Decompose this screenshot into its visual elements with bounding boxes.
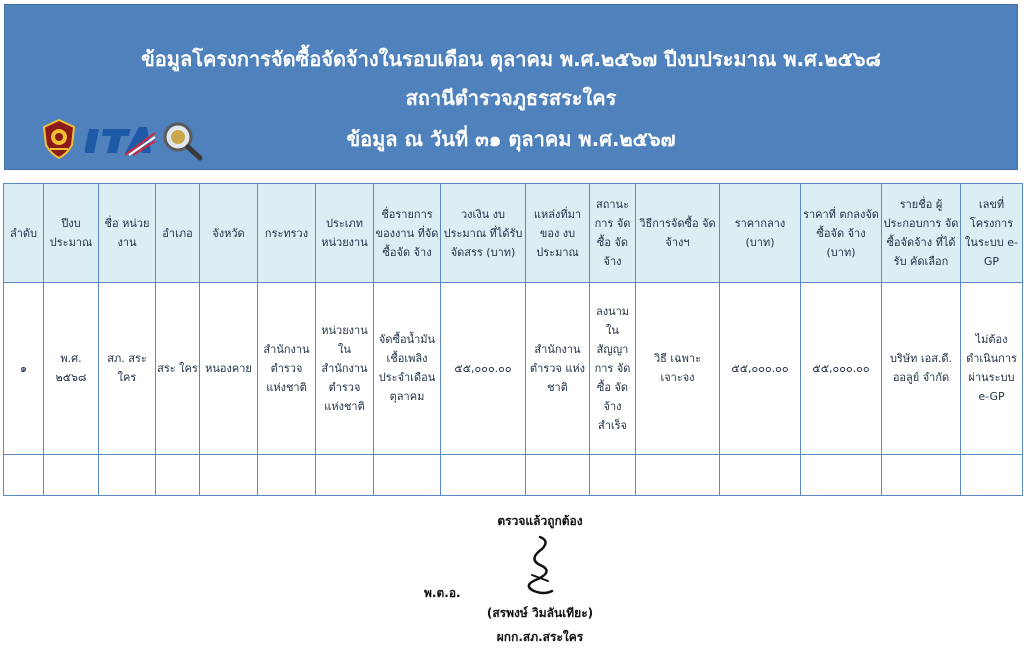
cell-median-price: ๕๕,๐๐๐.๐๐ (720, 283, 801, 455)
table-row (4, 283, 1023, 455)
cell-empty (636, 454, 720, 495)
cell-budget-source: สำนักงาน ตำรวจ แห่งชาติ (526, 283, 590, 455)
col-header-method: วิธีการจัดซื้อ จัดจ้างฯ (636, 184, 720, 283)
cell-empty (801, 454, 882, 495)
cell-empty (200, 454, 258, 495)
col-header-province: จังหวัด (200, 184, 258, 283)
cell-empty (526, 454, 590, 495)
cell-agency-type: หน่วยงาน ใน สำนักงาน ตำรวจ แห่งชาติ (316, 283, 374, 455)
col-header-district: อำเภอ (156, 184, 200, 283)
col-header-agreed-price: ราคาที่ ตกลงจัดซื้อจัด จ้าง (บาท) (801, 184, 882, 283)
signer-name: (สรพงษ์ วิมลันเทียะ) (486, 606, 594, 620)
cell-empty (374, 454, 441, 495)
col-header-agency-type: ประเภท หน่วยงาน (316, 184, 374, 283)
col-header-budget-source: แหล่งที่มา ของ งบประมาณ (526, 184, 590, 283)
cell-ministry: สำนักงาน ตำรวจ แห่งชาติ (258, 283, 316, 455)
cell-empty (882, 454, 961, 495)
cell-empty (4, 454, 44, 495)
signer-rank: พ.ต.อ. (424, 586, 461, 600)
col-header-status: สถานะ การ จัดซื้อ จัดจ้าง (590, 184, 636, 283)
col-header-egp-number: เลขที่ โครงการ ในระบบ e-GP (961, 184, 1023, 283)
cell-empty (258, 454, 316, 495)
cell-agreed-price: ๕๕,๐๐๐.๐๐ (801, 283, 882, 455)
cell-province: หนองคาย (200, 283, 258, 455)
col-header-vendor: รายชื่อ ผู้ประกอบการ จัดซื้อจัดจ้าง ที่ได้รับ คัดเลือก (882, 184, 961, 283)
col-header-item-name: ชื่อรายการ ของงาน ที่จัดซื้อจัด จ้าง (374, 184, 441, 283)
col-header-median-price: ราคากลาง (บาท) (720, 184, 801, 283)
verified-label: ตรวจแล้วถูกต้อง (497, 514, 583, 528)
magnifier-seal-icon (161, 121, 203, 161)
col-header-agency: ชื่อ หน่วยงาน (99, 184, 156, 283)
signer-position: ผกก.สภ.สระใคร (496, 630, 584, 644)
cell-empty (99, 454, 156, 495)
table-header-row (4, 184, 1023, 283)
cell-egp-number: ไม่ต้อง ดำเนินการ ผ่านระบบ e-GP (961, 283, 1023, 455)
cell-fiscal-year: พ.ศ. ๒๕๖๘ (44, 283, 99, 455)
handwritten-signature (510, 535, 560, 597)
col-header-budget: วงเงิน งบประมาณ ที่ได้รับจัดสรร (บาท) (441, 184, 526, 283)
cell-empty (720, 454, 801, 495)
cell-empty (44, 454, 99, 495)
cell-order: ๑ (4, 283, 44, 455)
cell-empty (316, 454, 374, 495)
col-header-fiscal-year: ปีงบ ประมาณ (44, 184, 99, 283)
cell-empty (590, 454, 636, 495)
col-header-order: ลำดับ (4, 184, 44, 283)
cell-budget: ๕๕,๐๐๐.๐๐ (441, 283, 526, 455)
cell-empty (961, 454, 1023, 495)
data-date: ข้อมูล ณ วันที่ ๓๑ ตุลาคม พ.ศ.๒๕๖๗ (346, 127, 676, 151)
title-banner (4, 4, 1018, 170)
station-name: สถานีตำรวจภูธรสระใคร (405, 86, 617, 110)
ita-logo-icon (85, 123, 157, 157)
police-crest-icon (41, 119, 77, 159)
cell-status: ลงนาม ใน สัญญา การ จัดซื้อ จัดจ้าง สำเร็จ (590, 283, 636, 455)
cell-empty (441, 454, 526, 495)
col-header-ministry: กระทรวง (258, 184, 316, 283)
table-row (4, 454, 1023, 495)
cell-district: สระ ใคร (156, 283, 200, 455)
page-title: ข้อมูลโครงการจัดซื้อจัดจ้างในรอบเดือน ตุลาคม พ.ศ.๒๕๖๗ ปีงบประมาณ พ.ศ.๒๕๖๘ (141, 47, 881, 71)
procurement-table (3, 183, 1023, 496)
cell-empty (156, 454, 200, 495)
cell-vendor: บริษัท เอส.ดี. ออลูย์ จำกัด (882, 283, 961, 455)
cell-item-name: จัดซื้อน้ำมัน เชื้อเพลิง ประจำเดือน ตุลาคม (374, 283, 441, 455)
cell-method: วิธี เฉพาะเจาะจง (636, 283, 720, 455)
cell-agency: สภ. สระใคร (99, 283, 156, 455)
